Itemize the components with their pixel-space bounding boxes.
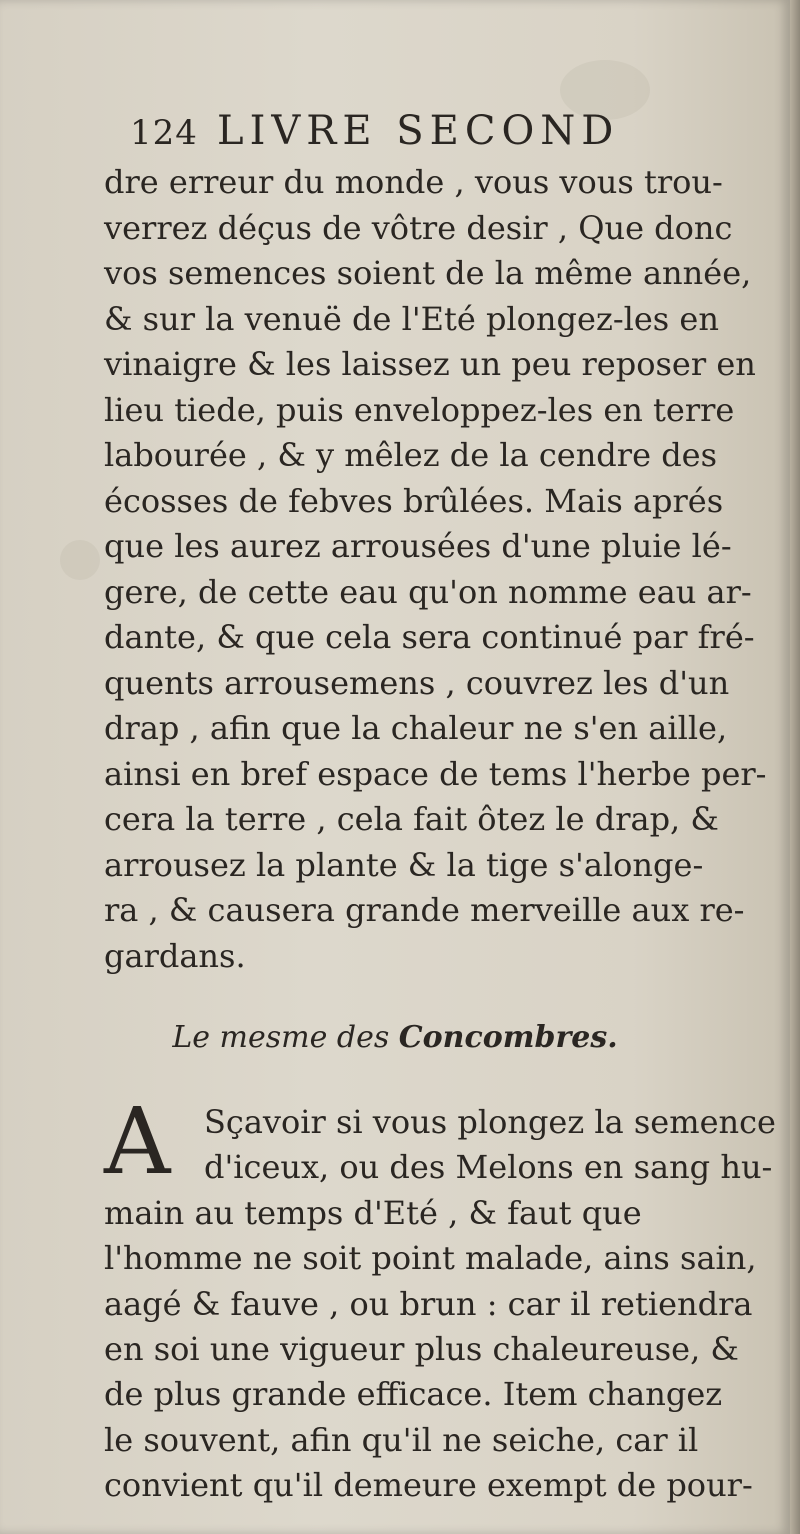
paper-stain (60, 540, 100, 580)
running-head: LIVRE SECOND (217, 108, 620, 154)
book-gutter-edge (790, 0, 800, 1534)
section-title-emphasis: Concombres. (398, 1020, 618, 1055)
text-line: ra , & causera grande merveille aux re- (104, 891, 745, 929)
paragraph-concombres (104, 1088, 790, 1509)
text-line: gardans. (104, 936, 246, 975)
text-line: aagé & fauve , ou brun : car il retiendra (104, 1284, 753, 1323)
text-line: écosses de febves brûlées. Mais aprés (104, 481, 724, 520)
page-number: 124 (130, 113, 198, 153)
paragraph-continued (104, 160, 790, 979)
text-line: lieu tiede, puis enveloppez-les en terre (104, 390, 735, 429)
text-line: d'iceux, ou des Melons en sang hu- (204, 1148, 773, 1187)
text-line: gere, de cette eau qu'on nomme eau ar- (104, 572, 752, 611)
text-line: cera la terre , cela fait ôtez le drap, & (104, 800, 719, 838)
text-line: dre erreur du monde , vous vous trou- (104, 163, 723, 201)
text-line-content: Sçavoir si vous plongez la semence (204, 1103, 776, 1141)
section-title-prefix: Le mesme des (172, 1020, 399, 1055)
text-line: dante, & que cela sera continué par fré- (104, 618, 755, 656)
text-line: de plus grande efficace. Item changez (104, 1375, 723, 1414)
text-line: en soi une vigueur plus chaleureuse, & (104, 1329, 739, 1368)
text-line: drap , afin que la chaleur ne s'en aille, (104, 709, 728, 747)
text-line: arrousez la plante & la tige s'alonge- (104, 845, 704, 884)
text-line: verrez déçus de vôtre desir , Que donc (104, 208, 733, 247)
text-line: quents arrousemens , couvrez les d'un (104, 663, 730, 702)
text-line: l'homme ne soit point malade, ains sain, (104, 1239, 757, 1278)
text-line: vos semences soient de la même année, (104, 254, 752, 292)
text-line: ainsi en bref espace de tems l'herbe per- (104, 754, 767, 793)
text-line: main au temps d'Eté , & faut que (104, 1193, 642, 1232)
section-title (0, 1020, 790, 1055)
text-line: convient qu'il demeure exempt de pour- (104, 1466, 753, 1505)
text-line: labourée , & y mêlez de la cendre des (104, 436, 718, 474)
text-line: que les aurez arrousées d'une pluie lé- (104, 527, 732, 565)
text-line: vinaigre & les laissez un peu reposer en (104, 345, 756, 383)
text-line: & sur la venuë de l'Eté plongez-les en (104, 299, 719, 338)
page-header (130, 108, 690, 160)
text-line: le souvent, afin qu'il ne seiche, car il (104, 1420, 699, 1459)
drop-cap: A (104, 1088, 171, 1195)
